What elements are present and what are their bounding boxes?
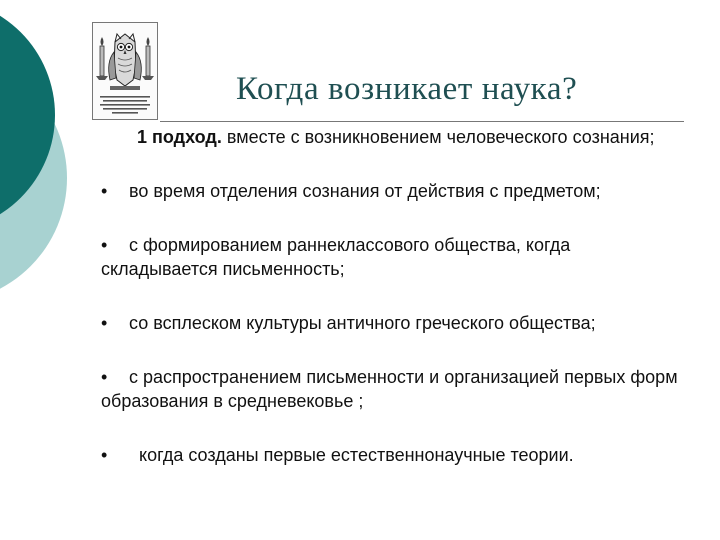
bullet-marker: • xyxy=(101,367,108,387)
bullet-marker: • xyxy=(101,445,108,465)
bullet-item-3 xyxy=(101,311,691,335)
bullet-marker: • xyxy=(101,313,108,333)
bullet-text: с формированием раннеклассового общества, когда складывается письменность; xyxy=(101,235,571,279)
intro-lead: 1 подход. xyxy=(137,127,222,147)
bullet-item-2 xyxy=(101,233,691,281)
intro-paragraph xyxy=(101,125,691,149)
slide-body xyxy=(101,125,691,497)
owl-emblem-image xyxy=(92,22,158,120)
bullet-marker: • xyxy=(101,235,108,255)
title-divider xyxy=(160,121,684,122)
bullet-text: с распространением письменности и организацией первых форм образования в средневековье ; xyxy=(101,367,678,411)
bullet-text: во время отделения сознания от действия с предметом; xyxy=(129,181,601,201)
bullet-marker: • xyxy=(101,181,108,201)
bullet-text: когда созданы первые естественнонаучные теории. xyxy=(139,445,574,465)
intro-text: вместе с возникновением человеческого сознания; xyxy=(221,127,655,147)
bullet-item-1 xyxy=(101,179,691,203)
slide-title: Когда возникает наука? xyxy=(236,71,578,107)
bullet-item-4 xyxy=(101,365,691,413)
bullet-text: со всплеском культуры античного греческого общества; xyxy=(129,313,596,333)
bullet-item-5 xyxy=(101,443,691,467)
